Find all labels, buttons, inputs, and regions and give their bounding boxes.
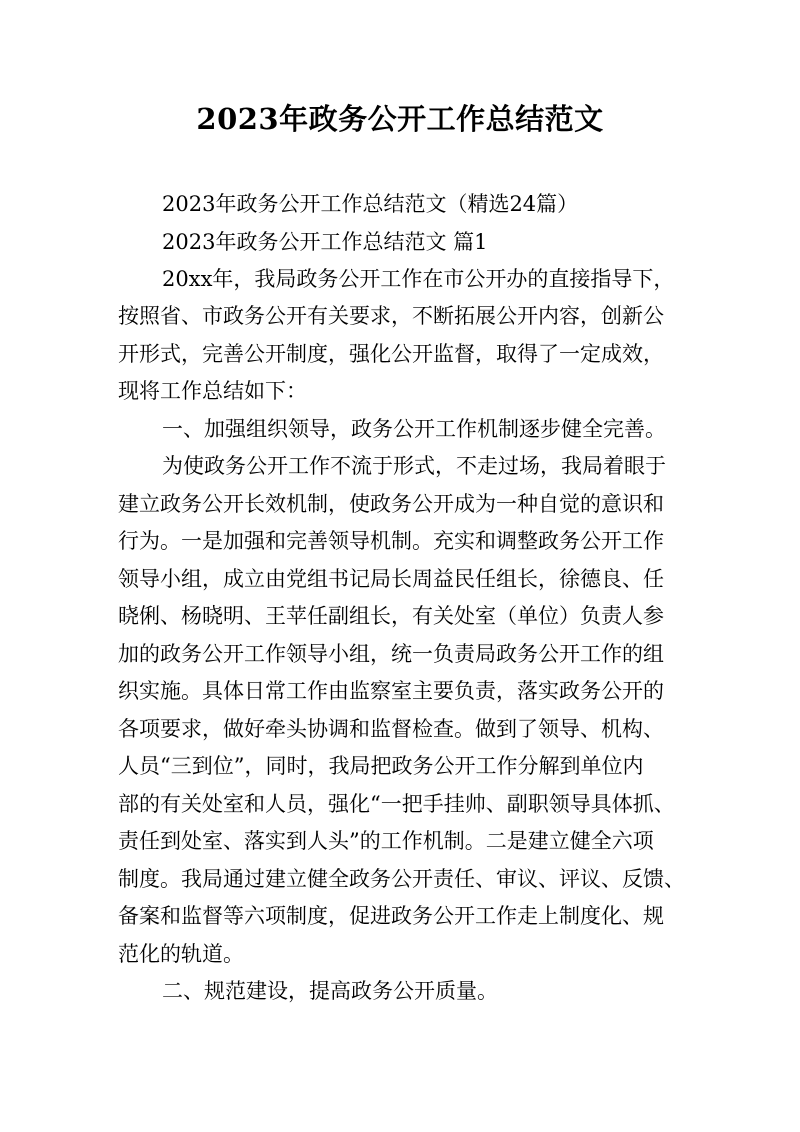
paragraph-line: 按照省、市政务公开有关要求，不断拓展公开内容，创新公: [118, 304, 664, 328]
paragraph-line: 领导小组，成立由党组书记局长周益民任组长，徐德良、任: [118, 567, 664, 591]
paragraph-line: 部的有关处室和人员，强化“一把手挂帅、副职领导具体抓、: [118, 792, 675, 816]
paragraph-line: 行为。一是加强和完善领导机制。充实和调整政务公开工作: [118, 529, 664, 553]
paragraph-line: 现将工作总结如下：: [118, 379, 307, 403]
paragraph-line: 各项要求，做好牵头协调和监督检查。做到了领导、机构、: [118, 717, 664, 741]
document-title: 2023年政务公开工作总结范文: [196, 102, 604, 136]
section-heading-line: 2023年政务公开工作总结范文 篇1: [162, 230, 488, 254]
paragraph-line: 织实施。具体日常工作由监察室主要负责，落实政务公开的: [118, 679, 664, 703]
section-heading-line: 二、规范建设，提高政务公开质量。: [162, 979, 498, 1003]
paragraph-line: 为使政务公开工作不流于形式，不走过场，我局着眼于: [162, 454, 666, 478]
paragraph-line: 人员“三到位”，同时，我局把政务公开工作分解到单位内: [118, 754, 644, 778]
paragraph-line: 加的政务公开工作领导小组，统一负责局政务公开工作的组: [118, 642, 664, 666]
paragraph-line: 开形式，完善公开制度，强化公开监督，取得了一定成效，: [118, 342, 664, 366]
section-heading-line: 一、加强组织领导，政务公开工作机制逐步健全完善。: [162, 417, 666, 441]
paragraph-line: 备案和监督等六项制度，促进政务公开工作走上制度化、规: [118, 904, 664, 928]
subtitle-line: 2023年政务公开工作总结范文（精选24篇）: [162, 192, 579, 216]
paragraph-line: 20xx年，我局政务公开工作在市公开办的直接指导下，: [162, 267, 675, 291]
paragraph-line: 责任到处室、落实到人头”的工作机制。二是建立健全六项: [118, 829, 654, 853]
paragraph-line: 建立政务公开长效机制，使政务公开成为一种自觉的意识和: [118, 492, 664, 516]
paragraph-line: 范化的轨道。: [118, 942, 244, 966]
paragraph-line: 晓俐、杨晓明、王苹任副组长，有关处室（单位）负责人参: [118, 604, 664, 628]
paragraph-line: 制度。我局通过建立健全政务公开责任、审议、评议、反馈、: [118, 867, 685, 891]
